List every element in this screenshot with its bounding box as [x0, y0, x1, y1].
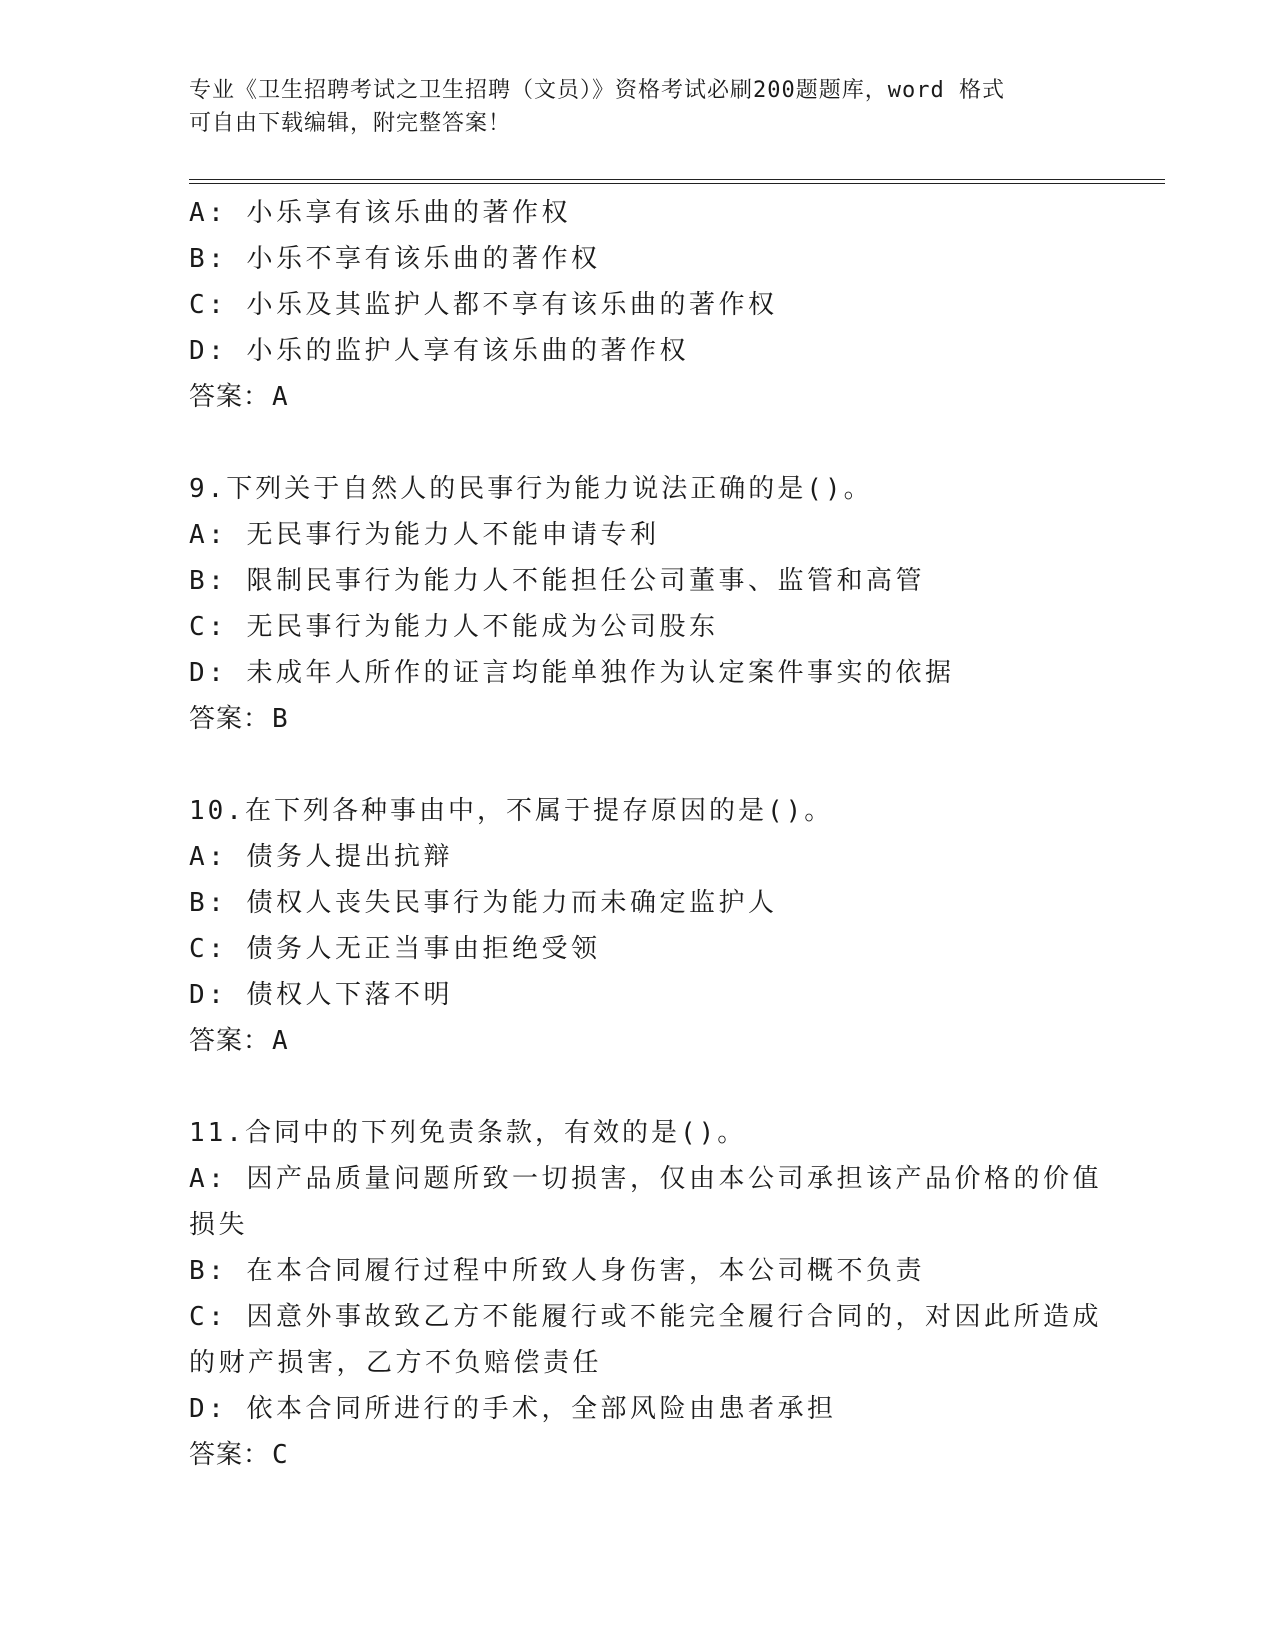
option-d: D: 债权人下落不明: [189, 980, 453, 1010]
spacer: [189, 742, 1089, 788]
question-text: 9.下列关于自然人的民事行为能力说法正确的是()。: [189, 474, 873, 504]
answer-value: C: [272, 1440, 289, 1470]
question-text: 10.在下列各种事由中，不属于提存原因的是()。: [189, 796, 834, 826]
question-block-10: [189, 788, 1089, 1064]
header-divider-bottom: [189, 183, 1165, 184]
document-header: [189, 74, 1089, 140]
option-c: C: 债务人无正当事由拒绝受领: [189, 934, 601, 964]
question-block-9: [189, 466, 1089, 742]
option-a: A: 债务人提出抗辩: [189, 842, 453, 872]
option-c-line-1: C: 因意外事故致乙方不能履行或不能完全履行合同的，对因此所造成: [189, 1302, 1102, 1332]
option-b: B: 债权人丧失民事行为能力而未确定监护人: [189, 888, 778, 918]
header-line-1: 专业《卫生招聘考试之卫生招聘（文员）》资格考试必刷200题题库，word 格式: [189, 78, 1005, 103]
answer-line: [189, 696, 1089, 742]
header-divider-top: [189, 179, 1165, 180]
option-d: D: 依本合同所进行的手术，全部风险由患者承担: [189, 1394, 837, 1424]
answer-value: B: [272, 704, 289, 734]
question-block-11: [189, 1110, 1102, 1478]
question-block-8: [189, 190, 1089, 420]
answer-line: [189, 374, 1089, 420]
option-c: C: 无民事行为能力人不能成为公司股东: [189, 612, 719, 642]
answer-value: A: [272, 1026, 289, 1056]
answer-line: [189, 1018, 1089, 1064]
answer-label: 答案：: [189, 704, 271, 734]
option-c-line-2: 的财产损害，乙方不负赔偿责任: [189, 1348, 603, 1378]
option-b: B: 限制民事行为能力人不能担任公司董事、监管和高管: [189, 566, 925, 596]
option-a-line-1: A: 因产品质量问题所致一切损害，仅由本公司承担该产品价格的价值: [189, 1164, 1102, 1194]
spacer: [189, 420, 1089, 466]
option-a: A: 无民事行为能力人不能申请专利: [189, 520, 660, 550]
answer-label: 答案：: [189, 382, 271, 412]
answer-value: A: [272, 382, 289, 412]
option-b: B: 在本合同履行过程中所致人身伤害，本公司概不负责: [189, 1256, 925, 1286]
answer-line: [189, 1432, 1089, 1478]
option-b: B: 小乐不享有该乐曲的著作权: [189, 244, 601, 274]
question-list: [189, 190, 1102, 1478]
answer-label: 答案：: [189, 1440, 271, 1470]
option-d: D: 小乐的监护人享有该乐曲的著作权: [189, 336, 689, 366]
option-d: D: 未成年人所作的证言均能单独作为认定案件事实的依据: [189, 658, 955, 688]
spacer: [189, 1064, 1089, 1110]
option-a: A: 小乐享有该乐曲的著作权: [189, 198, 571, 228]
option-a-line-2: 损失: [189, 1210, 249, 1240]
answer-label: 答案：: [189, 1026, 271, 1056]
option-c: C: 小乐及其监护人都不享有该乐曲的著作权: [189, 290, 778, 320]
question-text: 11.合同中的下列免责条款，有效的是()。: [189, 1118, 747, 1148]
header-line-2: 可自由下载编辑，附完整答案！: [189, 111, 512, 136]
